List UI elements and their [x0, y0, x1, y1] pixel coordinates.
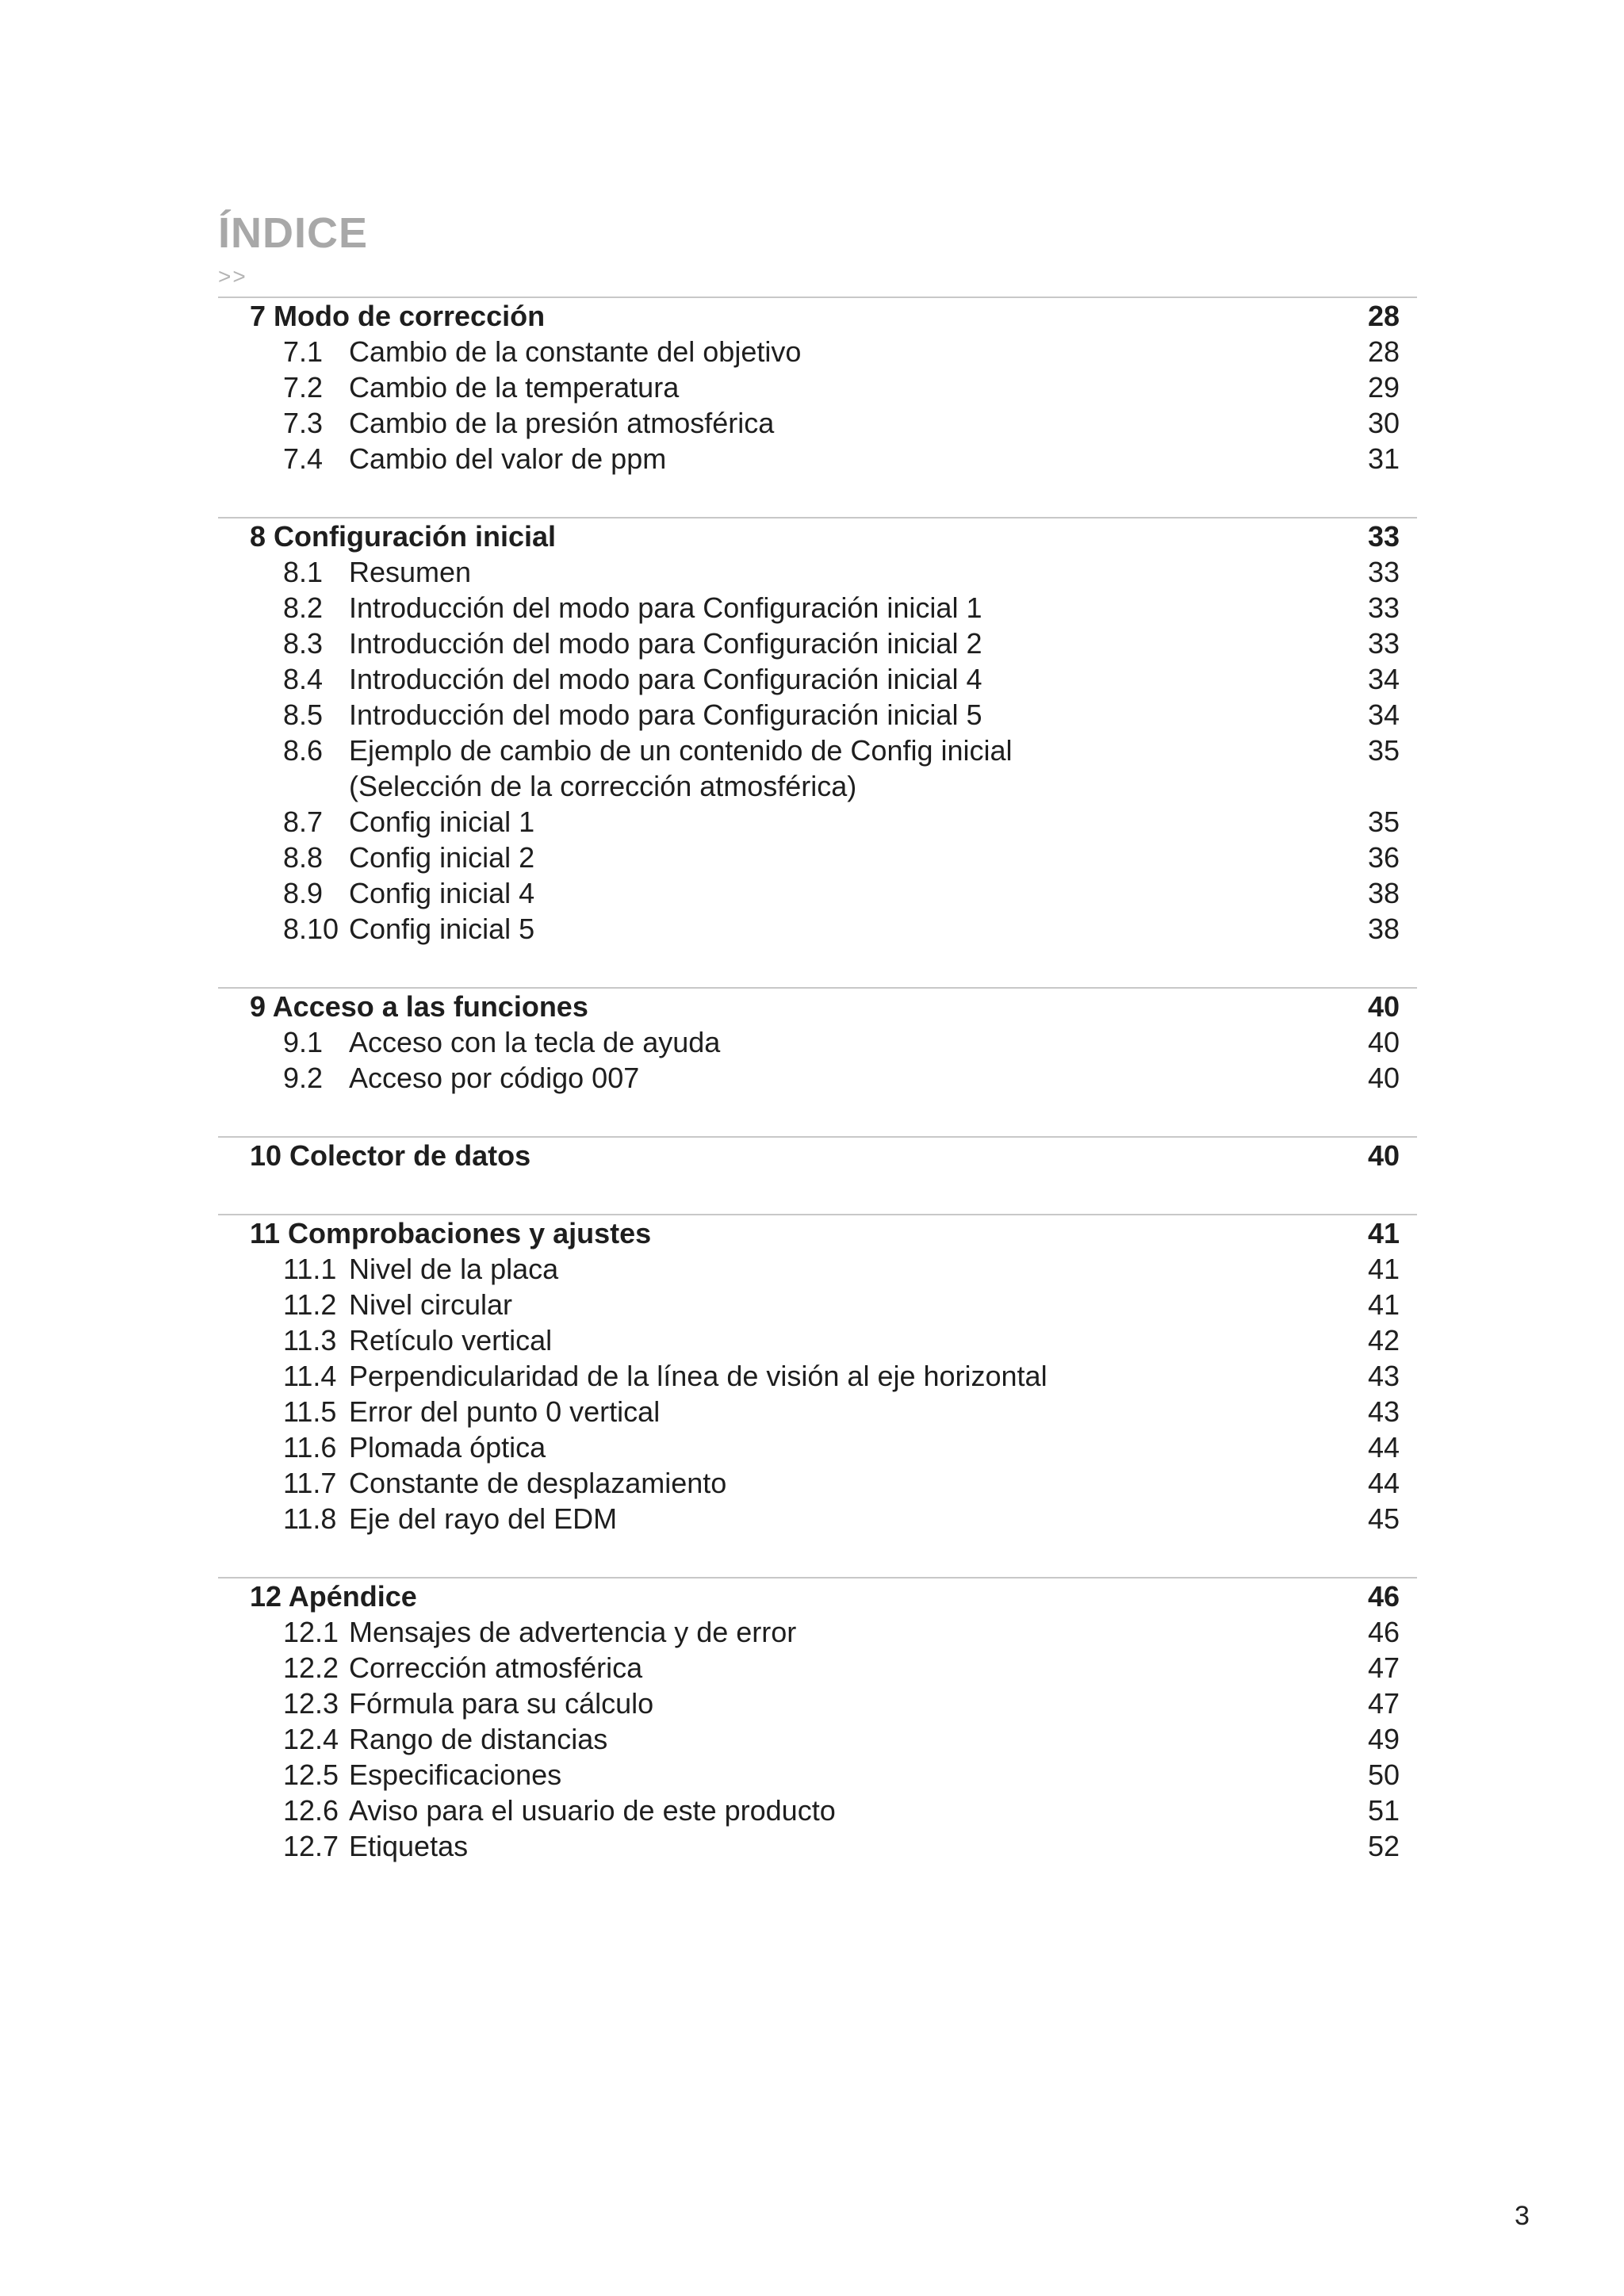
toc-entry[interactable] — [218, 1501, 1417, 1536]
entry-title: Config inicial 4 — [349, 877, 535, 909]
chapter-title: 7 Modo de corrección — [250, 300, 546, 332]
entry-title: Error del punto 0 vertical — [349, 1395, 661, 1428]
toc-entry[interactable] — [218, 626, 1417, 661]
toc-entry[interactable] — [218, 1614, 1417, 1650]
entry-number: 11.5 — [283, 1395, 337, 1428]
entry-page-number: 50 — [1367, 1758, 1400, 1791]
entry-title: Cambio de la temperatura — [349, 371, 680, 404]
entry-title: Introducción del modo para Configuración inicial 2 — [349, 627, 982, 660]
toc-chapter-heading[interactable] — [218, 1578, 1417, 1614]
entry-title: (Selección de la corrección atmosférica) — [349, 770, 857, 802]
toc-chapter-heading[interactable] — [218, 298, 1417, 334]
toc-chapter-heading[interactable] — [218, 1138, 1417, 1173]
chapter-page-number: 40 — [1367, 1139, 1400, 1172]
toc-entry[interactable] — [218, 768, 1417, 804]
chapter-page-number: 46 — [1367, 1580, 1400, 1613]
toc-entry[interactable] — [218, 1757, 1417, 1793]
entry-page-number: 34 — [1367, 698, 1400, 731]
toc-entry[interactable] — [218, 334, 1417, 369]
entry-number: 8.4 — [283, 663, 324, 695]
toc-section — [218, 1577, 1417, 1864]
entry-page-number: 47 — [1367, 1651, 1400, 1684]
entry-number: 8.8 — [283, 841, 324, 874]
entry-page-number: 40 — [1367, 1062, 1400, 1094]
entry-number: 9.1 — [283, 1026, 324, 1058]
entry-title: Acceso con la tecla de ayuda — [349, 1026, 721, 1058]
entry-page-number: 47 — [1367, 1687, 1400, 1720]
table-of-contents — [218, 297, 1417, 1864]
toc-entry[interactable] — [218, 1322, 1417, 1358]
entry-page-number: 52 — [1367, 1830, 1400, 1862]
entry-title: Config inicial 1 — [349, 806, 535, 838]
chapter-title: 8 Configuración inicial — [250, 520, 557, 553]
chapter-title: 11 Comprobaciones y ajustes — [250, 1217, 652, 1249]
toc-chapter-heading[interactable] — [218, 1215, 1417, 1251]
entry-number: 8.2 — [283, 591, 324, 624]
toc-entry[interactable] — [218, 733, 1417, 768]
entry-number: 8.6 — [283, 734, 324, 767]
entry-title: Cambio de la constante del objetivo — [349, 335, 802, 368]
entry-page-number: 36 — [1367, 841, 1400, 874]
chapter-title: 10 Colector de datos — [250, 1139, 531, 1172]
entry-number: 11.2 — [283, 1288, 337, 1321]
chapter-page-number: 41 — [1367, 1217, 1400, 1249]
toc-entry[interactable] — [218, 369, 1417, 405]
entry-number: 8.3 — [283, 627, 324, 660]
toc-section — [218, 297, 1417, 476]
toc-section — [218, 517, 1417, 947]
entry-page-number: 41 — [1367, 1288, 1400, 1321]
entry-page-number: 45 — [1367, 1502, 1400, 1535]
entry-number: 12.7 — [283, 1830, 339, 1862]
entry-title: Introducción del modo para Configuración inicial 4 — [349, 663, 982, 695]
entry-number: 8.7 — [283, 806, 324, 838]
entry-number: 12.3 — [283, 1687, 339, 1720]
entry-page-number: 51 — [1367, 1794, 1400, 1827]
entry-number: 8.10 — [283, 913, 339, 945]
entry-number: 12.6 — [283, 1794, 339, 1827]
toc-entry[interactable] — [218, 875, 1417, 911]
entry-title: Aviso para el usuario de este producto — [349, 1794, 836, 1827]
entry-number: 11.4 — [283, 1360, 337, 1392]
entry-number: 8.9 — [283, 877, 324, 909]
entry-title: Mensajes de advertencia y de error — [349, 1616, 797, 1648]
entry-number: 11.1 — [283, 1253, 337, 1285]
toc-chapter-heading[interactable] — [218, 519, 1417, 554]
entry-title: Introducción del modo para Configuración inicial 5 — [349, 698, 982, 731]
chapter-title: 9 Acceso a las funciones — [250, 990, 588, 1023]
toc-entry[interactable] — [218, 840, 1417, 875]
entry-title: Constante de desplazamiento — [349, 1467, 727, 1499]
entry-title: Nivel circular — [349, 1288, 513, 1321]
chapter-page-number: 33 — [1367, 520, 1400, 553]
toc-entry[interactable] — [218, 1394, 1417, 1429]
entry-number: 9.2 — [283, 1062, 324, 1094]
toc-entry[interactable] — [218, 1793, 1417, 1828]
entry-number: 11.6 — [283, 1431, 337, 1464]
chapter-page-number: 40 — [1367, 990, 1400, 1023]
entry-page-number: 35 — [1367, 734, 1400, 767]
entry-title: Config inicial 5 — [349, 913, 535, 945]
toc-entry[interactable] — [218, 804, 1417, 840]
toc-entry[interactable] — [218, 1828, 1417, 1864]
entry-page-number: 28 — [1367, 335, 1400, 368]
entry-title: Retículo vertical — [349, 1324, 553, 1357]
chapter-page-number: 28 — [1367, 300, 1400, 332]
entry-number: 11.3 — [283, 1324, 337, 1357]
entry-page-number: 42 — [1367, 1324, 1400, 1357]
page-number: 3 — [1515, 2201, 1530, 2231]
toc-entry[interactable] — [218, 1686, 1417, 1721]
toc-entry[interactable] — [218, 1251, 1417, 1287]
entry-title: Introducción del modo para Configuración inicial 1 — [349, 591, 982, 624]
entry-title: Nivel de la placa — [349, 1253, 559, 1285]
entry-page-number: 44 — [1367, 1467, 1400, 1499]
page-title: ÍNDICE — [218, 209, 369, 257]
entry-number: 8.1 — [283, 556, 324, 588]
entry-page-number: 35 — [1367, 806, 1400, 838]
toc-entry[interactable] — [218, 1287, 1417, 1322]
toc-entry[interactable] — [218, 1721, 1417, 1757]
entry-page-number: 38 — [1367, 913, 1400, 945]
entry-page-number: 33 — [1367, 627, 1400, 660]
toc-entry[interactable] — [218, 911, 1417, 947]
entry-number: 7.3 — [283, 407, 324, 439]
entry-title: Cambio del valor de ppm — [349, 442, 667, 475]
entry-number: 12.2 — [283, 1651, 339, 1684]
toc-chapter-heading[interactable] — [218, 989, 1417, 1024]
entry-page-number: 44 — [1367, 1431, 1400, 1464]
entry-title: Rango de distancias — [349, 1723, 608, 1755]
entry-title: Corrección atmosférica — [349, 1651, 643, 1684]
toc-entry[interactable] — [218, 554, 1417, 590]
continuation-marker: >> — [218, 264, 247, 289]
entry-title: Etiquetas — [349, 1830, 469, 1862]
entry-number: 12.4 — [283, 1723, 339, 1755]
toc-entry[interactable] — [218, 590, 1417, 626]
entry-page-number: 33 — [1367, 591, 1400, 624]
entry-number: 8.5 — [283, 698, 324, 731]
toc-entry[interactable] — [218, 1060, 1417, 1096]
entry-number: 11.8 — [283, 1502, 337, 1535]
entry-number: 7.1 — [283, 335, 324, 368]
chapter-title: 12 Apéndice — [250, 1580, 417, 1613]
entry-page-number: 30 — [1367, 407, 1400, 439]
entry-number: 11.7 — [283, 1467, 337, 1499]
toc-entry[interactable] — [218, 1465, 1417, 1501]
entry-page-number: 49 — [1367, 1723, 1400, 1755]
entry-title: Fórmula para su cálculo — [349, 1687, 654, 1720]
toc-entry[interactable] — [218, 697, 1417, 733]
entry-page-number: 29 — [1367, 371, 1400, 404]
toc-entry[interactable] — [218, 441, 1417, 476]
entry-title: Plomada óptica — [349, 1431, 546, 1464]
entry-title: Acceso por código 007 — [349, 1062, 640, 1094]
toc-entry[interactable] — [218, 1024, 1417, 1060]
entry-title: Eje del rayo del EDM — [349, 1502, 618, 1535]
entry-page-number: 41 — [1367, 1253, 1400, 1285]
entry-title: Config inicial 2 — [349, 841, 535, 874]
entry-page-number: 34 — [1367, 663, 1400, 695]
toc-section — [218, 1214, 1417, 1536]
entry-number: 12.1 — [283, 1616, 339, 1648]
toc-entry[interactable] — [218, 405, 1417, 441]
entry-page-number: 46 — [1367, 1616, 1400, 1648]
entry-number: 12.5 — [283, 1758, 339, 1791]
entry-number: 7.2 — [283, 371, 324, 404]
entry-title: Resumen — [349, 556, 472, 588]
entry-page-number: 43 — [1367, 1395, 1400, 1428]
toc-entry[interactable] — [218, 1358, 1417, 1394]
toc-entry[interactable] — [218, 1650, 1417, 1686]
toc-section — [218, 1136, 1417, 1173]
entry-title: Ejemplo de cambio de un contenido de Config inicial — [349, 734, 1013, 767]
toc-section — [218, 987, 1417, 1096]
entry-number: 7.4 — [283, 442, 324, 475]
toc-entry[interactable] — [218, 1429, 1417, 1465]
entry-title: Especificaciones — [349, 1758, 562, 1791]
entry-page-number: 40 — [1367, 1026, 1400, 1058]
entry-page-number: 31 — [1367, 442, 1400, 475]
entry-title: Cambio de la presión atmosférica — [349, 407, 775, 439]
entry-page-number: 43 — [1367, 1360, 1400, 1392]
entry-page-number: 33 — [1367, 556, 1400, 588]
entry-page-number: 38 — [1367, 877, 1400, 909]
entry-title: Perpendicularidad de la línea de visión al eje horizontal — [349, 1360, 1048, 1392]
toc-entry[interactable] — [218, 661, 1417, 697]
